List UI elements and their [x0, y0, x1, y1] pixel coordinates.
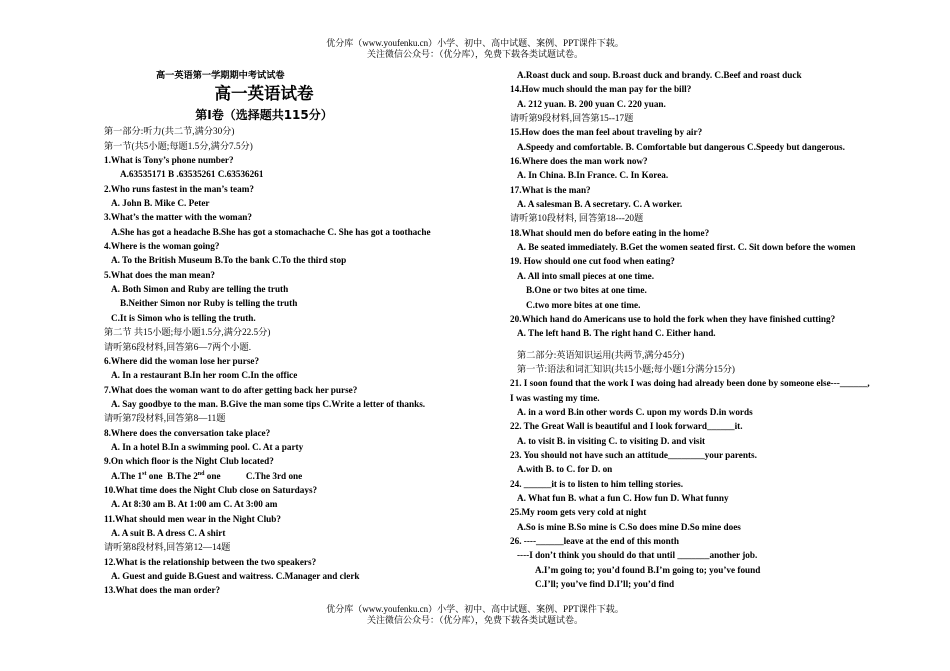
section-heading: 第一节:语法和词汇知识(共15小题;每小题1分满分15分)	[517, 363, 735, 374]
question-5-option-b: B.Neither Simon nor Ruby is telling the truth	[120, 298, 298, 309]
question-13-options: A.Roast duck and soup. B.roast duck and brandy. C.Beef and roast duck	[517, 70, 802, 80]
section-heading: 第一节(共5小题;每题1.5分,满分7.5分)	[104, 140, 253, 151]
exam-subtitle: 高一英语第一学期期中考试试卷	[156, 70, 285, 80]
question-14: 14.How much should the man pay for the bill?	[510, 84, 692, 95]
page-footer	[0, 604, 950, 626]
question-9: 9.On which floor is the Night Club located?	[104, 456, 274, 467]
question-6: 6.Where did the woman lose her purse?	[104, 355, 260, 366]
question-16: 16.Where does the man work now?	[510, 156, 648, 167]
instruction: 请听第6段材料,回答第6—7两个小题.	[104, 341, 251, 352]
question-3: 3.What’s the matter with the woman?	[104, 212, 253, 223]
question-4-options: A. To the British Museum B.To the bank C.To the third stop	[111, 255, 347, 266]
question-10: 10.What time does the Night Club close on Saturdays?	[104, 484, 318, 495]
question-7: 7.What does the woman want to do after getting back her purse?	[104, 384, 358, 395]
question-11-options: A. A suit B. A dress C. A shirt	[111, 527, 226, 538]
question-2: 2.Who runs fastest in the man’s team?	[104, 183, 254, 194]
question-21: 21. I soon found that the work I was doing had already been done by someone else---______,	[510, 378, 870, 389]
page-header	[0, 38, 950, 60]
question-19: 19. How should one cut food when eating?	[510, 256, 675, 267]
question-10-options: A. At 8:30 am B. At 1:00 am C. At 3:00 am	[111, 499, 278, 510]
instruction: 请听第7段材料,回答第8—11题	[104, 413, 226, 424]
left-column	[104, 68, 499, 598]
instruction: 请听第10段材料, 回答第18---20题	[510, 213, 644, 224]
section-title: 第Ⅰ卷（选择题共115分）	[195, 108, 333, 123]
question-20: 20.Which hand do Americans use to hold the fork when they have finished cutting?	[510, 313, 836, 324]
question-26-dialogue: ----I don’t think you should do that until _______another job.	[517, 550, 758, 561]
footer-line-2: 关注微信公众号：（优分库），免费下载各类试题试卷。	[366, 615, 583, 625]
question-13: 13.What does the man order?	[104, 585, 221, 596]
blank-line	[510, 341, 915, 348]
section-heading: 第二节 共15小题;每小题1.5分,满分22.5分)	[104, 327, 271, 338]
question-1: 1.What is Tony’s phone number?	[104, 155, 234, 166]
question-22: 22. The Great Wall is beautiful and I look forward______it.	[510, 421, 743, 432]
question-20-options: A. The left hand B. The right hand C. Either hand.	[517, 328, 716, 339]
header-line-2: 关注微信公众号：（优分库），免费下载各类试题试卷。	[366, 49, 583, 59]
question-19-option-c: C.two more bites at one time.	[526, 299, 641, 310]
question-23: 23. You should not have such an attitude________your parents.	[510, 449, 757, 460]
question-18-options: A. Be seated immediately. B.Get the women seated first. C. Sit down before the women	[517, 242, 856, 253]
question-4: 4.Where is the woman going?	[104, 241, 220, 252]
question-15: 15.How does the man feel about traveling by air?	[510, 127, 703, 138]
instruction: 请听第9段材料,回答第15--17题	[510, 113, 634, 124]
question-12: 12.What is the relationship between the two speakers?	[104, 556, 317, 567]
question-21-options: A. in a word B.in other words C. upon my words D.in words	[517, 406, 753, 417]
question-6-options: A. In a restaurant B.In her room C.In the office	[111, 370, 298, 381]
question-25: 25.My room gets very cold at night	[510, 507, 647, 518]
question-23-options: A.with B. to C. for D. on	[517, 464, 613, 475]
question-12-options: A. Guest and guide B.Guest and waitress. C.Manager and clerk	[111, 571, 360, 581]
instruction: 请听第8段材料,回答第12—14题	[104, 542, 231, 553]
question-15-options: A.Speedy and comfortable. B. Comfortable but dangerous C.Speedy but dangerous.	[517, 141, 845, 152]
question-22-options: A. to visit B. in visiting C. to visiting D. and visit	[517, 435, 706, 446]
header-line-1: 优分库（www.youfenku.cn）小学、初中、高中试题、案例、PPT课件下载。	[326, 38, 624, 48]
question-14-options: A. 212 yuan. B. 200 yuan C. 220 yuan.	[517, 98, 666, 109]
question-19-option-a: A. All into small pieces at one time.	[517, 270, 655, 281]
part-heading: 第一部分:听力(共二节,满分30分)	[104, 126, 235, 137]
question-9-options: A.The 1st one B.The 2nd one C.The 3rd one	[111, 470, 303, 481]
question-17-options: A. A salesman B. A secretary. C. A worker.	[517, 199, 683, 210]
question-19-option-b: B.One or two bites at one time.	[526, 285, 647, 296]
question-26-options-ab: A.I’m going to; you’d found B.I’m going to; you’ve found	[535, 564, 761, 575]
part-heading: 第二部分:英语知识运用(共两节,满分45分)	[517, 349, 685, 360]
question-17: 17.What is the man?	[510, 184, 591, 195]
question-2-options: A. John B. Mike C. Peter	[111, 198, 210, 209]
question-18: 18.What should men do before eating in the home?	[510, 227, 710, 238]
footer-line-1: 优分库（www.youfenku.cn）小学、初中、高中试题、案例、PPT课件下载。	[326, 604, 624, 614]
question-7-options: A. Say goodbye to the man. B.Give the man some tips C.Write a letter of thanks.	[111, 398, 426, 409]
question-8: 8.Where does the conversation take place?	[104, 427, 271, 438]
question-24-options: A. What fun B. what a fun C. How fun D. What funny	[517, 492, 729, 503]
question-8-options: A. In a hotel B.In a swimming pool. C. At a party	[111, 441, 304, 452]
right-column	[510, 68, 915, 591]
question-26: 26. ----______leave at the end of this month	[510, 536, 679, 546]
question-1-options: A.63535171 B .63535261 C.63536261	[120, 169, 264, 180]
question-5-option-c: C.It is Simon who is telling the truth.	[111, 312, 256, 323]
question-3-options: A.She has got a headache B.She has got a stomachache C. She has got a toothache	[111, 226, 431, 237]
question-11: 11.What should men wear in the Night Club?	[104, 513, 281, 524]
exam-title: 高一英语试卷	[214, 84, 314, 104]
question-21-continued: I was wasting my time.	[510, 392, 600, 403]
question-26-options-cd: C.I’ll; you’ve find D.I’ll; you’d find	[535, 579, 675, 590]
question-5-option-a: A. Both Simon and Ruby are telling the truth	[111, 284, 289, 295]
question-5: 5.What does the man mean?	[104, 269, 216, 280]
question-24: 24. ______it is to listen to him telling stories.	[510, 478, 684, 489]
question-25-options: A.So is mine B.So mine is C.So does mine D.So mine does	[517, 521, 741, 532]
question-16-options: A. In China. B.In France. C. In Korea.	[517, 170, 669, 181]
